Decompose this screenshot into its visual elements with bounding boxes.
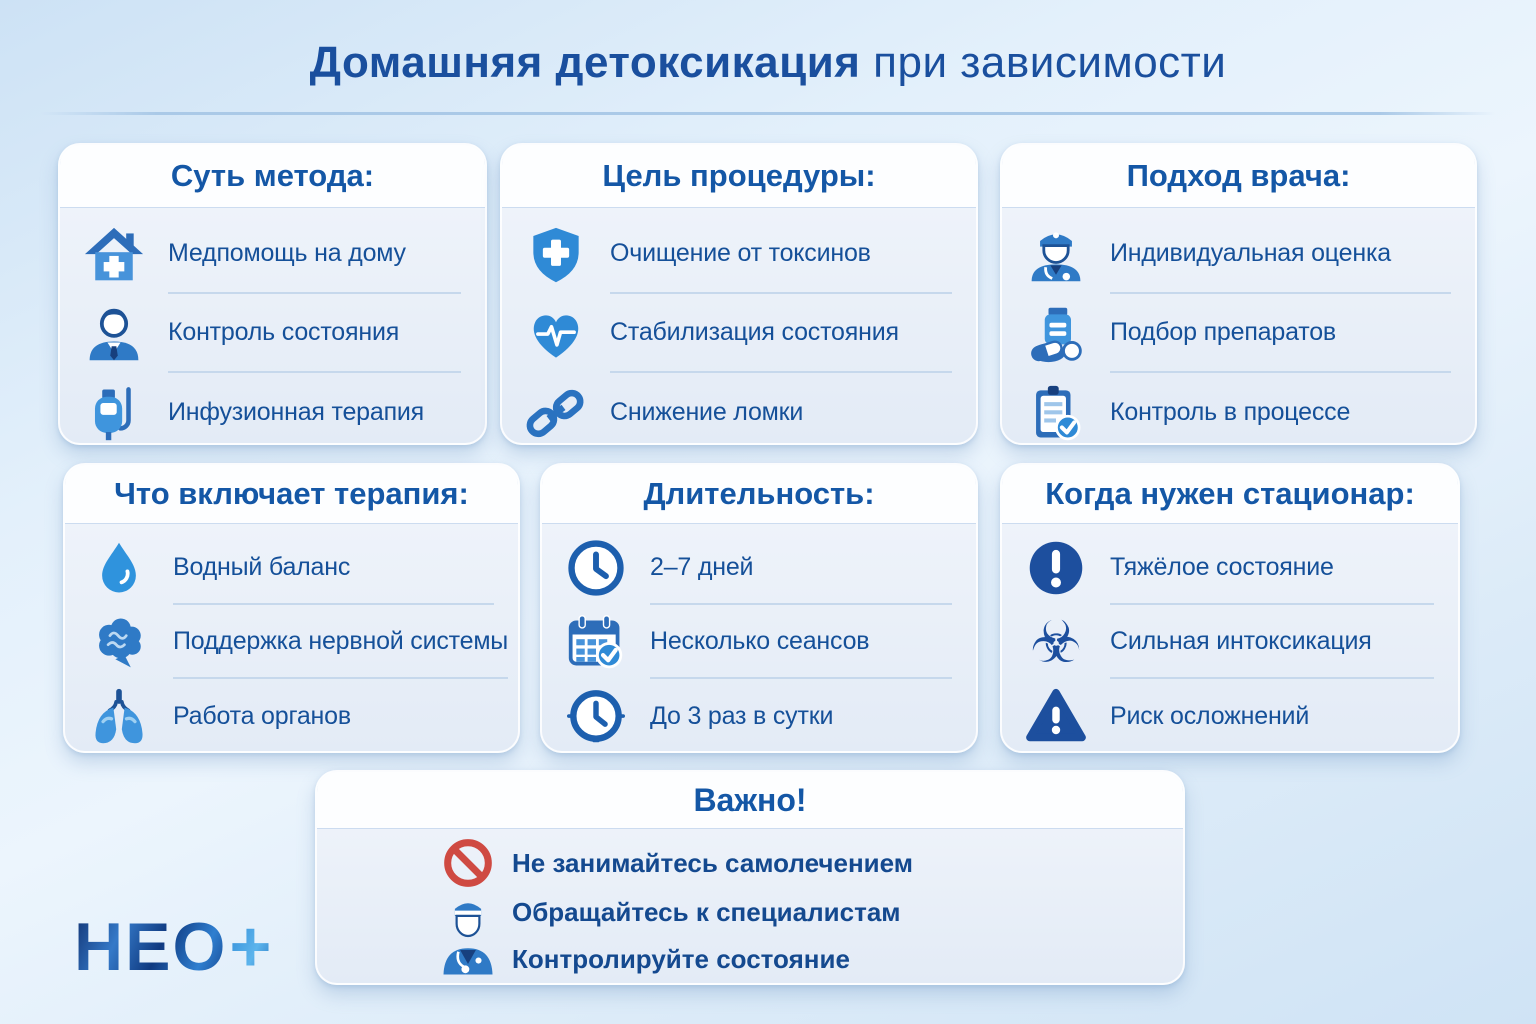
page-title-regular: при зависимости [860,38,1227,87]
list-item-label: Контроль состояния [168,294,461,373]
list-item [1024,215,1451,294]
list-item [82,294,461,373]
list-item-label: До 3 раз в сутки [650,701,834,730]
list-item [440,838,1060,888]
no-entry-icon [440,838,496,888]
card-therapy-includes [63,463,520,753]
list-item-label: Поддержка нервной системы [173,605,508,679]
list-item [524,373,952,445]
list-item-label: Не занимайтесь самолечением [512,847,913,878]
list-item [564,531,952,605]
neo-plus-logo [74,908,271,986]
card-title: Цель процедуры: [502,145,976,207]
list-item [524,215,952,294]
list-item [1024,531,1434,605]
water-drop-icon [87,535,151,601]
list-item-label: Инфузионная терапия [168,398,425,426]
card-title: Суть метода: [60,145,485,207]
card-title: Подход врача: [1002,145,1475,207]
heart-pulse-icon [524,301,588,367]
brain-icon [87,609,151,675]
list-item [1024,294,1451,373]
chain-icon [524,380,588,446]
list-item-label: 2–7 дней [650,531,952,605]
warning-triangle-icon [1024,683,1088,749]
list-item-label: Очищение от токсинов [610,215,952,294]
house-medical-icon [82,222,146,288]
list-item [564,679,952,753]
list-item [82,215,461,294]
list-item-group [440,888,1060,984]
list-item [82,373,461,445]
calendar-check-icon [564,609,628,675]
card-important [315,770,1185,985]
card-doctor-approach [1000,143,1477,445]
list-item [564,605,952,679]
list-item-label: Работа органов [173,701,351,730]
clipboard-check-icon [1024,380,1088,446]
card-title: Важно! [317,772,1183,828]
title-divider [40,112,1496,115]
logo-text: НЕО [74,909,228,985]
list-item-label: Контролируйте состояние [512,944,850,974]
card-duration [540,463,978,753]
alarm-clock-icon [564,683,628,749]
list-item-label: Снижение ломки [610,398,804,426]
lungs-icon [87,683,151,749]
page-title [0,38,1536,88]
shield-cross-icon [524,222,588,288]
list-item-label: Стабилизация состояния [610,294,952,373]
doctor-cap-icon [1024,222,1088,288]
list-item [1024,679,1434,753]
list-item [87,531,494,605]
list-item-label: Сильная интоксикация [1110,605,1434,679]
pills-icon [1024,301,1088,367]
card-procedure-goal [500,143,978,445]
list-item [87,605,509,679]
list-item-label: Риск осложнений [1110,701,1310,730]
list-item [524,294,952,373]
card-hospital-needed [1000,463,1460,753]
list-item-label: Обращайтесь к специалистам [512,897,901,927]
logo-plus-icon: + [229,907,272,987]
list-item-label: Контроль в процессе [1110,398,1351,426]
list-item [1024,605,1434,679]
card-title: Когда нужен стационар: [1002,465,1458,523]
list-item-label: Тяжёлое состояние [1110,531,1434,605]
list-item-label: Водный баланс [173,531,494,605]
list-item-label: Индивидуальная оценка [1110,215,1451,294]
card-title: Что включает терапия: [65,465,518,523]
card-method-essence [58,143,487,445]
doctor-specialist-icon [440,888,496,984]
doctor-icon [82,301,146,367]
exclamation-circle-icon [1024,535,1088,601]
clock-icon [564,535,628,601]
list-item-label: Подбор препаратов [1110,294,1451,373]
list-item-label: Медпомощь на дому [168,215,461,294]
iv-bag-icon [82,380,146,446]
list-item-label: Несколько сеансов [650,605,952,679]
list-item [1024,373,1451,445]
page-title-bold: Домашняя детоксикация [309,38,861,87]
biohazard-icon: ☣ [1030,608,1082,676]
list-item [87,679,494,753]
card-title: Длительность: [542,465,976,523]
